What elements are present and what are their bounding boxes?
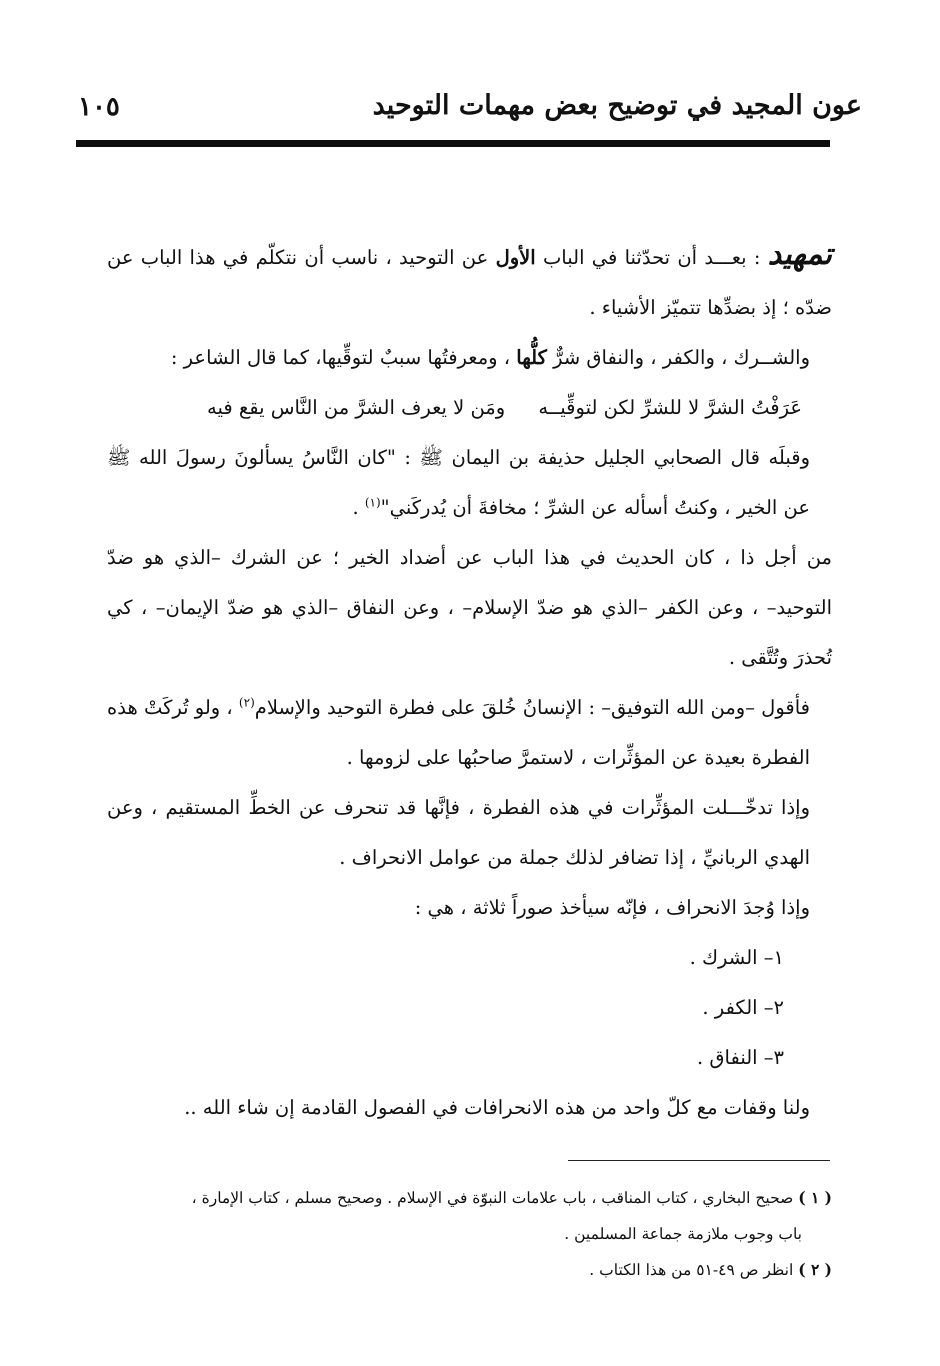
reason-paragraph: من أجل ذا ، كان الحديث في هذا الباب عن أضداد الخير ؛ عن الشرك –الذي هو ضدّ التوحيد– ، وعن الكفر –الذي هو ضدّ الإسلام– ، وعن النفاق –الذي هو ضدّ الإيمان– ، كي تُحذرَ وتُتَّقى . [107, 546, 832, 669]
list-item: ٣– النفاق . [696, 1046, 784, 1069]
list-item: ١– الشرك . [689, 946, 784, 969]
intro-paragraph [107, 230, 832, 333]
intro-text-b: عن التوحيد ، ناسب أن نتكلّم في هذا الباب عن ضدّه ؛ إذ بضدِّها تتميّز الأشياء . [107, 246, 832, 319]
footnote-2-text: انظر ص ٤٩-٥١ من هذا الكتاب . [589, 1261, 799, 1279]
evils-text-b: ، ومعرفتُها سببٌ لتوقِّيها، كما قال الشاعر : [170, 346, 517, 369]
fitra-text-a: فأقول –ومن الله التوفيق– : الإنسانُ خُلقَ على فطرة التوحيد والإسلام [254, 696, 811, 719]
forms-intro: وإذا وُجدَ الانحراف ، فإنّه سيأخذ صوراً ثلاثة ، هي : [414, 896, 810, 919]
closing-paragraph: ولنا وقفات مع كلّ واحد من هذه الانحرافات في الفصول القادمة إن شاء الله .. [184, 1096, 810, 1119]
poem-verse [107, 383, 832, 433]
verse-first-hemistich: عَرَفْتُ الشرَّ لا للشرِّ لكن لتوقِّيــه [538, 396, 802, 419]
influences-paragraph: وإذا تدخّـــلت المؤثِّرات في هذه الفطرة ، فإنَّها قد تنحرف عن الخطِّ المستقيم ، وعن الهدي الربانيِّ ، إذا تضافر لذلك جملة من عوامل الانحراف . [107, 796, 810, 869]
section-heading: تمهيد [767, 237, 833, 272]
footnote-ref-2[interactable]: (٢) [238, 695, 255, 710]
evils-text-a: والشــرك ، والكفر ، والنفاق شرٌّ [546, 346, 810, 369]
hadith-text: وقبلَه قال الصحابي الجليل حذيفة بن اليمان ﷺ : "كان النَّاسُ يسألونَ رسولَ الله ﷺ عن الخير ، وكنتُ أسأله عن الشرِّ ؛ مخافةَ أن يُدركَني" [107, 446, 810, 519]
intro-bold-word: الأول [495, 246, 536, 269]
intro-text-a: : بعـــد أن تحدّثنا في الباب [535, 246, 768, 269]
footnote-2 [107, 1252, 832, 1288]
footnote-1-continuation: باب وجوب ملازمة جماعة المسلمين . [564, 1225, 802, 1243]
fitra-text-b: ، ولو تُركَتْ هذه الفطرة بعيدة عن المؤثِّرات ، لاستمرَّ صاحبُها على لزومها . [107, 696, 810, 769]
page-header [78, 88, 862, 134]
footnote-1-mark: ( ١ ) [798, 1188, 832, 1207]
page-number: ١٠٥ [78, 92, 120, 122]
footnote-1-text: صحيح البخاري ، كتاب المناقب ، باب علامات النبوّة في الإسلام . وصحيح مسلم ، كتاب الإمارة ، [191, 1189, 799, 1207]
hadith-paragraph [107, 433, 832, 533]
header-rule [76, 140, 830, 147]
fitra-paragraph [107, 683, 832, 783]
evils-bold-word: كلُّها [516, 346, 547, 369]
verse-second-hemistich: ومَن لا يعرف الشرَّ من النَّاس يقع فيه [207, 396, 506, 419]
footnote-ref-1[interactable]: (١) [364, 495, 381, 510]
footnotes [107, 1180, 832, 1288]
list-item: ٢– الكفر . [702, 996, 784, 1019]
evils-paragraph [107, 333, 832, 383]
footnote-1 [107, 1180, 832, 1216]
page-body [107, 230, 832, 1133]
hadith-end: . [352, 496, 365, 519]
footnote-separator [568, 1160, 830, 1161]
footnote-2-mark: ( ٢ ) [798, 1260, 832, 1279]
running-title: عون المجيد في توضيح بعض مهمات التوحيد [372, 90, 862, 121]
